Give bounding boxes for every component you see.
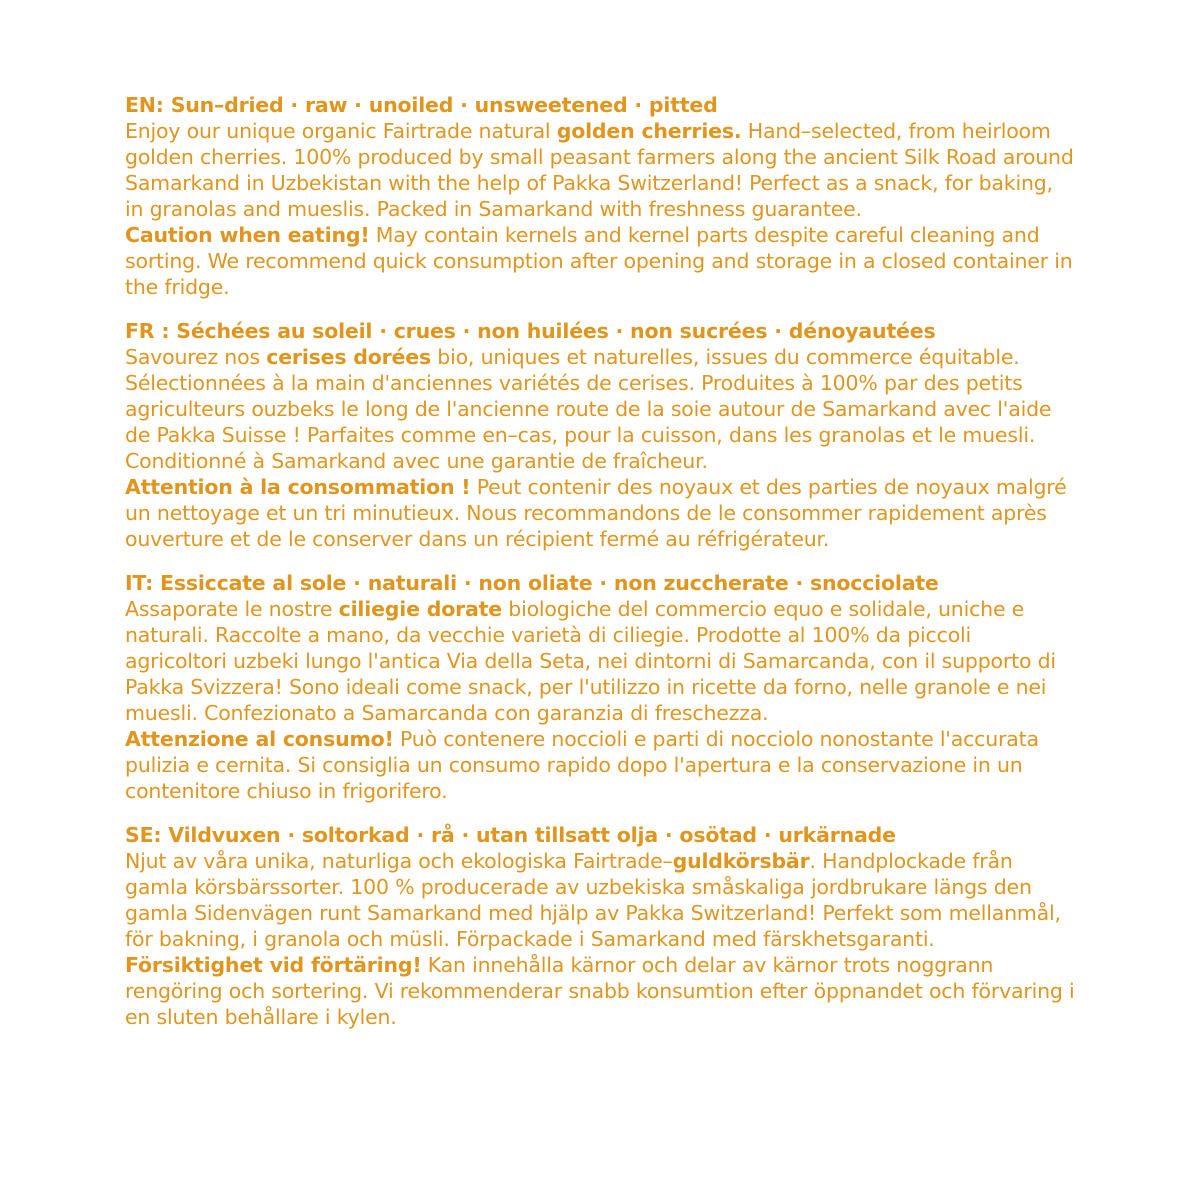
paragraph bbox=[125, 118, 1077, 222]
bold-run: Attenzione al consumo! bbox=[125, 727, 394, 751]
text-run: bio, uniques et naturelles, issues du commerce équitable. Sélectionnées à la main d'anciennes variétés de cerises. Produites à 100% par des petits agriculteurs ouzbeks le long de l'ancienne route de la soie autour de Samarkand avec l'aide de Pakka Suisse ! Parfaites comme en–cas, pour la cuisson, dans les granolas et le muesli. Conditionné à Samarkand avec une garantie de fraîcheur. bbox=[125, 345, 1052, 473]
text-run: May contain kernels and kernel parts despite careful cleaning and sorting. We recommend quick consumption after opening and storage in a closed container in the fridge. bbox=[125, 223, 1073, 299]
paragraph bbox=[125, 726, 1077, 804]
product-label-text bbox=[125, 92, 1077, 1030]
section-en-heading: EN: Sun–dried · raw · unoiled · unsweetened · pitted bbox=[125, 93, 718, 117]
text-run: Hand–selected, from heirloom golden cherries. 100% produced by small peasant farmers along the ancient Silk Road around Samarkand in Uzbekistan with the help of Pakka Switzerland! Perfect as a snack, for baking, in granolas and mueslis. Packed in Samarkand with freshness guarantee. bbox=[125, 119, 1074, 221]
text-run: . Handplockade från gamla körsbärssorter. 100 % producerade av uzbekiska småskaliga jordbrukare längs den gamla Sidenvägen runt Samarkand med hjälp av Pakka Switzerland! Perfekt som mellanmål, för bakning, i granola och müsli. Förpackade i Samarkand med färskhetsgaranti. bbox=[125, 849, 1061, 951]
bold-run: Försiktighet vid förtäring! bbox=[125, 953, 422, 977]
text-run: Kan innehålla kärnor och delar av kärnor trots noggrann rengöring och sortering. Vi rekommenderar snabb konsumtion efter öppnandet och förvaring i en sluten behållare i kylen. bbox=[125, 953, 1075, 1029]
section-it-heading: IT: Essiccate al sole · naturali · non oliate · non zuccherate · snocciolate bbox=[125, 571, 939, 595]
bold-run: Attention à la consommation ! bbox=[125, 475, 471, 499]
section-en bbox=[125, 92, 1077, 300]
text-run: Savourez nos bbox=[125, 345, 267, 369]
text-run: biologiche del commercio equo e solidale, uniche e naturali. Raccolte a mano, da vecchie varietà di ciliegie. Prodotte al 100% da piccoli agricoltori uzbeki lungo l'antica Via della Seta, nei dintorni di Samarcanda, con il supporto di Pakka Svizzera! Sono ideali come snack, per l'utilizzo in ricette da forno, nelle granole e nei muesli. Confezionato a Samarcanda con garanzia di freschezza. bbox=[125, 597, 1056, 725]
bold-run: ciliegie dorate bbox=[338, 597, 502, 621]
section-se bbox=[125, 822, 1077, 1030]
text-run: Assaporate le nostre bbox=[125, 597, 339, 621]
text-run: Enjoy our unique organic Fairtrade natural bbox=[125, 119, 557, 143]
section-se-heading: SE: Vildvuxen · soltorkad · rå · utan tillsatt olja · osötad · urkärnade bbox=[125, 823, 896, 847]
section-it bbox=[125, 570, 1077, 804]
bold-run: golden cherries. bbox=[556, 119, 742, 143]
bold-run: guldkörsbär bbox=[672, 849, 810, 873]
bold-run: cerises dorées bbox=[266, 345, 431, 369]
paragraph bbox=[125, 222, 1077, 300]
section-fr bbox=[125, 318, 1077, 552]
paragraph bbox=[125, 474, 1077, 552]
paragraph bbox=[125, 344, 1077, 474]
paragraph bbox=[125, 952, 1077, 1030]
text-run: Njut av våra unika, naturliga och ekologiska Fairtrade– bbox=[125, 849, 673, 873]
text-run: Peut contenir des noyaux et des parties de noyaux malgré un nettoyage et un tri minutieux. Nous recommandons de le consommer rapidement après ouverture et de le conserver dans un récipient fermé au réfrigérateur. bbox=[125, 475, 1067, 551]
paragraph bbox=[125, 596, 1077, 726]
section-fr-heading: FR : Séchées au soleil · crues · non huilées · non sucrées · dénoyautées bbox=[125, 319, 936, 343]
paragraph bbox=[125, 848, 1077, 952]
text-run: Può contenere noccioli e parti di nocciolo nonostante l'accurata pulizia e cernita. Si consiglia un consumo rapido dopo l'apertura e la conservazione in un contenitore chiuso in frigorifero. bbox=[125, 727, 1039, 803]
bold-run: Caution when eating! bbox=[125, 223, 370, 247]
